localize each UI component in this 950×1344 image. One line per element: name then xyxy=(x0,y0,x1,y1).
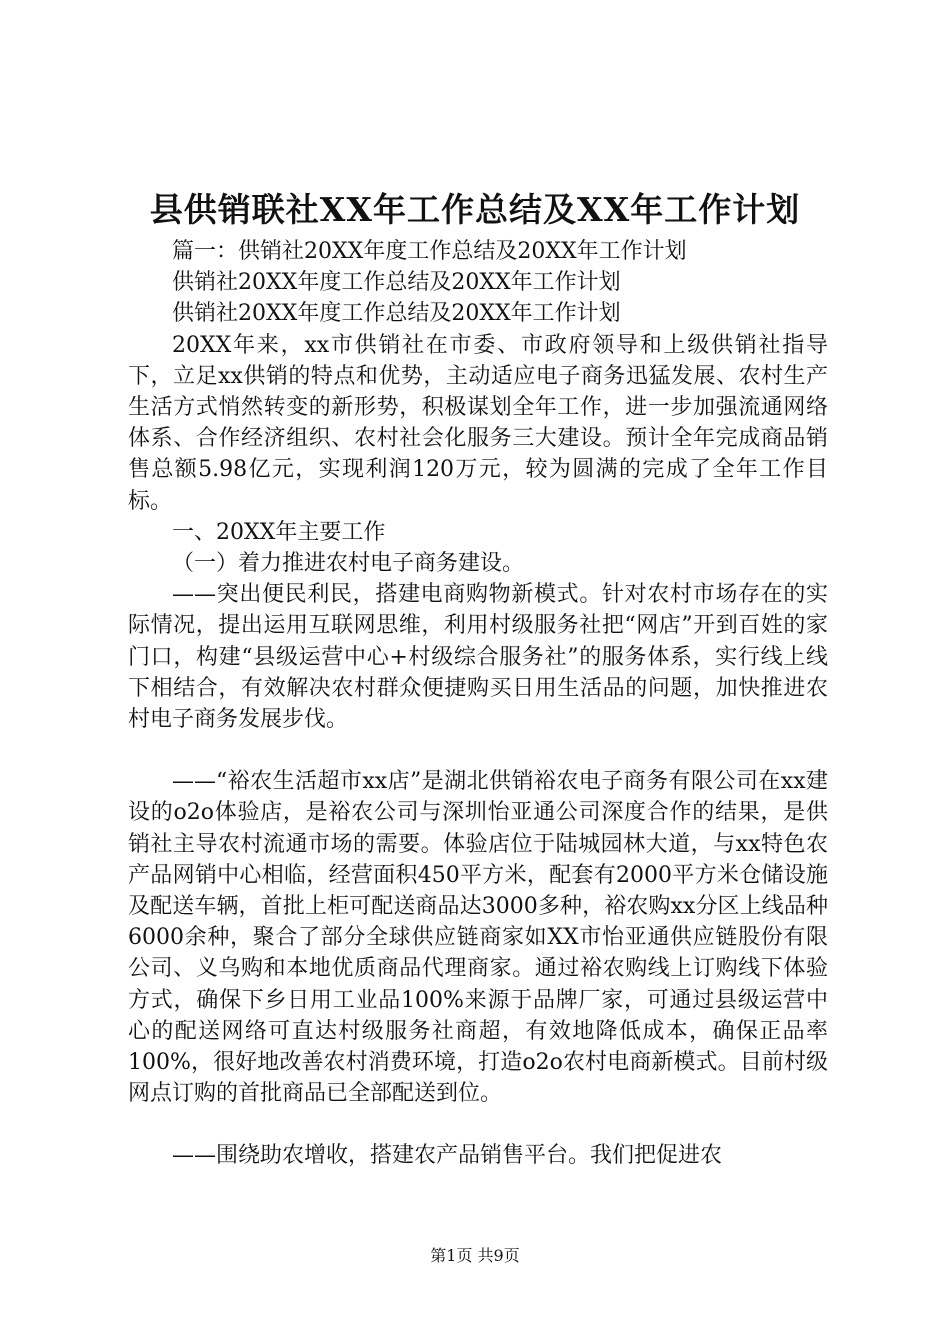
paragraph: ——“裕农生活超市xx店”是湖北供销裕农电子商务有限公司在xx建设的o2o体验店，是裕农公司与深圳怡亚通公司深度合作的结果，是供销社主导农村流通市场的需要。体验店位于陆城园林大道，与xx特色农产品网销中心相临，经营面积450平方米，配套有2000平方米仓储设施及配送车辆，首批上柜可配送商品达3000多种，裕农购xx分区上线品种6000余种，聚合了部分全球供应链商家如XX市怡亚通供应链股份有限公司、义乌购和本地优质商品代理商家。通过裕农购线上订购线下体验方式，确保下乡日用工业品100%来源于品牌厂家，可通过县级运营中心的配送网络可直达村级服务社商超，有效地降低成本，确保正品率100%，很好地改善农村消费环境，打造o2o农村电商新模式。目前村级网点订购的首批商品已全部配送到位。 xyxy=(128,769,828,1107)
paragraph: 供销社20XX年度工作总结及20XX年工作计划 xyxy=(172,301,621,327)
paragraph: ——围绕助农增收，搭建农产品销售平台。我们把促进农 xyxy=(172,1143,723,1169)
section-heading: 一、20XX年主要工作 xyxy=(172,519,386,545)
paragraph: ——突出便民利民，搭建电商购物新模式。针对农村市场存在的实际情况，提出运用互联网思维，利用村级服务社把“网店”开到百姓的家门口，构建“县级运营中心+村级综合服务社”的服务体系，实行线上线下相结合，有效解决农村群众便捷购买日用生活品的问题，加快推进农村电子商务发展步伐。 xyxy=(128,582,828,733)
document-title: 县供销联社XX年工作总结及XX年工作计划 xyxy=(149,190,801,229)
paragraph: 20XX年来，xx市供销社在市委、市政府领导和上级供销社指导下，立足xx供销的特点和优势，主动适应电子商务迅猛发展、农村生产生活方式悄然转变的新形势，积极谋划全年工作，进一步加强流通网络体系、合作经济组织、农村社会化服务三大建设。预计全年完成商品销售总额5.98亿元，实现利润120万元，较为圆满的完成了全年工作目标。 xyxy=(128,332,828,514)
paragraph: 供销社20XX年度工作总结及20XX年工作计划 xyxy=(172,270,621,296)
paragraph: 篇一：供销社20XX年度工作总结及20XX年工作计划 xyxy=(172,239,687,264)
page-footer: 第1页 共9页 xyxy=(430,1246,520,1265)
document-body xyxy=(128,236,828,1172)
subsection-heading: （一）着力推进农村电子商务建设。 xyxy=(172,551,525,577)
